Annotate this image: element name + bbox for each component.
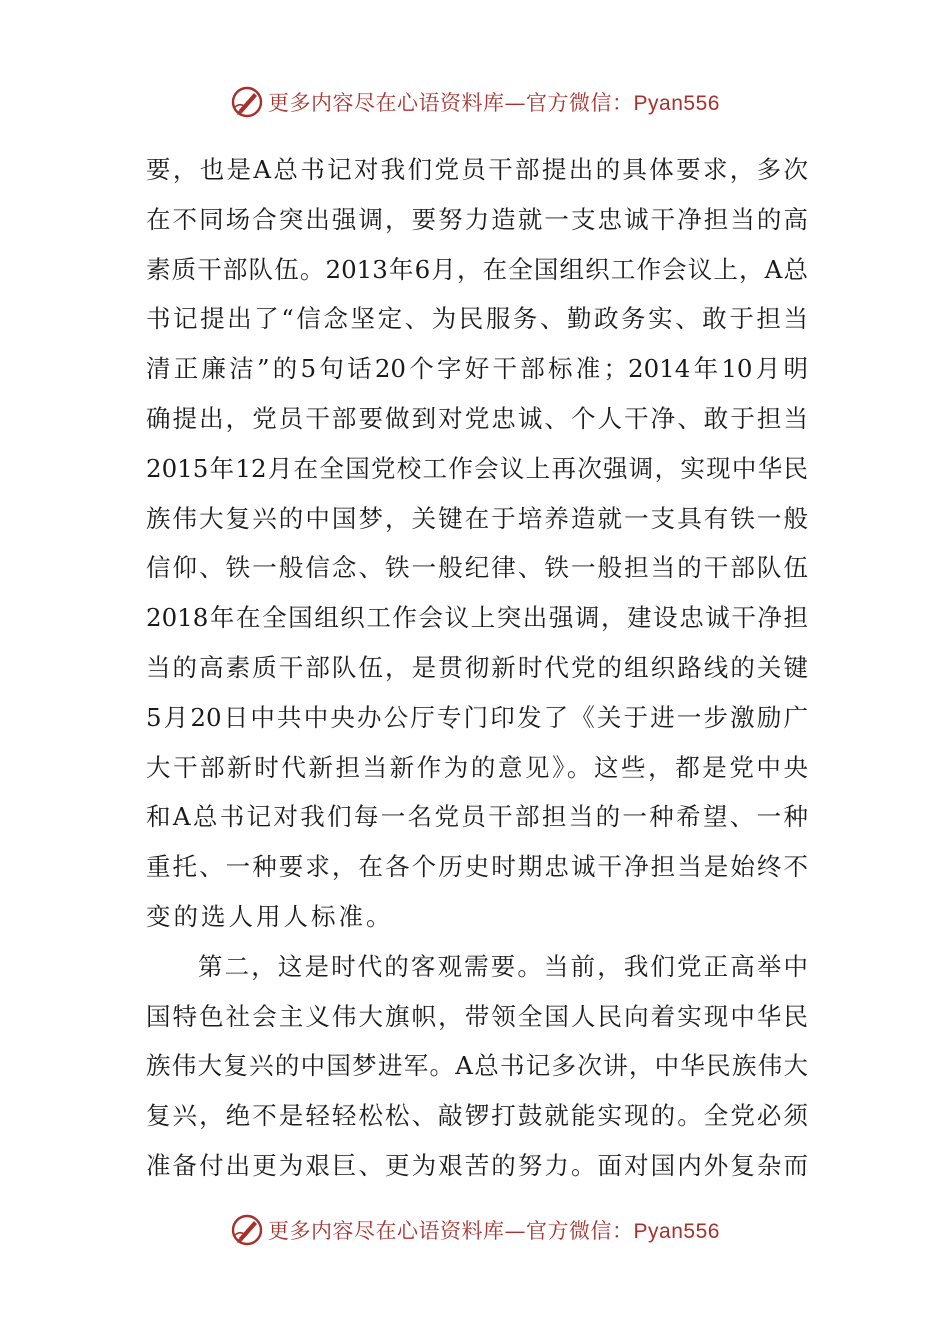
pen-logo-icon bbox=[230, 85, 264, 119]
text-line: 和A总书记对我们每一名党员干部担当的一种希望、一种 bbox=[146, 802, 808, 832]
text-line: 国特色社会主义伟大旗帜，带领全国人民向着实现中华民 bbox=[146, 1001, 808, 1031]
paragraph-end-line: 变的选人用人标准。 bbox=[146, 901, 394, 931]
text-line: 确提出，党员干部要做到对党忠诚、个人干净、敢于担当 bbox=[146, 403, 808, 433]
text-line: 在不同场合突出强调，要努力造就一支忠诚干净担当的高 bbox=[146, 204, 808, 234]
header-watermark bbox=[0, 82, 950, 122]
text-line: 2018年在全国组织工作会议上突出强调，建设忠诚干净担 bbox=[146, 603, 808, 633]
wechat-handle: Pyan556 bbox=[633, 1220, 720, 1243]
wechat-handle: Pyan556 bbox=[633, 92, 720, 115]
text-line: 2015年12月在全国党校工作会议上再次强调，实现中华民 bbox=[146, 453, 808, 483]
text-line: 大干部新时代新担当新作为的意见》。这些，都是党中央 bbox=[146, 752, 808, 782]
text-line: 族伟大复兴的中国梦，关键在于培养造就一支具有铁一般 bbox=[146, 503, 808, 533]
text-line: 清正廉洁”的5句话20个字好干部标准；2014年10月明 bbox=[146, 354, 808, 384]
watermark-text: 更多内容尽在心语资料库—官方微信：Pyan556 bbox=[268, 1219, 720, 1243]
text-line: 书记提出了“信念坚定、为民服务、勤政务实、敢于担当 bbox=[146, 304, 808, 334]
text-line: 要，也是A总书记对我们党员干部提出的具体要求，多次 bbox=[146, 155, 808, 184]
paragraph-start-line: 第二，这是时代的客观需要。当前，我们党正高举中 bbox=[198, 951, 808, 981]
text-line: 复兴，绝不是轻轻松松、敲锣打鼓就能实现的。全党必须 bbox=[146, 1101, 808, 1131]
footer-watermark bbox=[0, 1210, 950, 1250]
watermark-text: 更多内容尽在心语资料库—官方微信：Pyan556 bbox=[268, 91, 720, 115]
text-line: 素质干部队伍。2013年6月，在全国组织工作会议上，A总 bbox=[146, 254, 808, 284]
document-body bbox=[146, 145, 808, 1191]
text-line: 信仰、铁一般信念、铁一般纪律、铁一般担当的干部队伍 bbox=[146, 553, 808, 583]
text-line: 当的高素质干部队伍，是贯彻新时代党的组织路线的关键 bbox=[146, 652, 808, 682]
text-line: 准备付出更为艰巨、更为艰苦的努力。面对国内外复杂而 bbox=[146, 1150, 808, 1180]
pen-logo-icon bbox=[230, 1213, 264, 1247]
text-line: 重托、一种要求，在各个历史时期忠诚干净担当是始终不 bbox=[146, 852, 808, 882]
text-line: 5月20日中共中央办公厅专门印发了《关于进一步激励广 bbox=[146, 702, 808, 732]
text-line: 族伟大复兴的中国梦进军。A总书记多次讲，中华民族伟大 bbox=[146, 1051, 808, 1081]
